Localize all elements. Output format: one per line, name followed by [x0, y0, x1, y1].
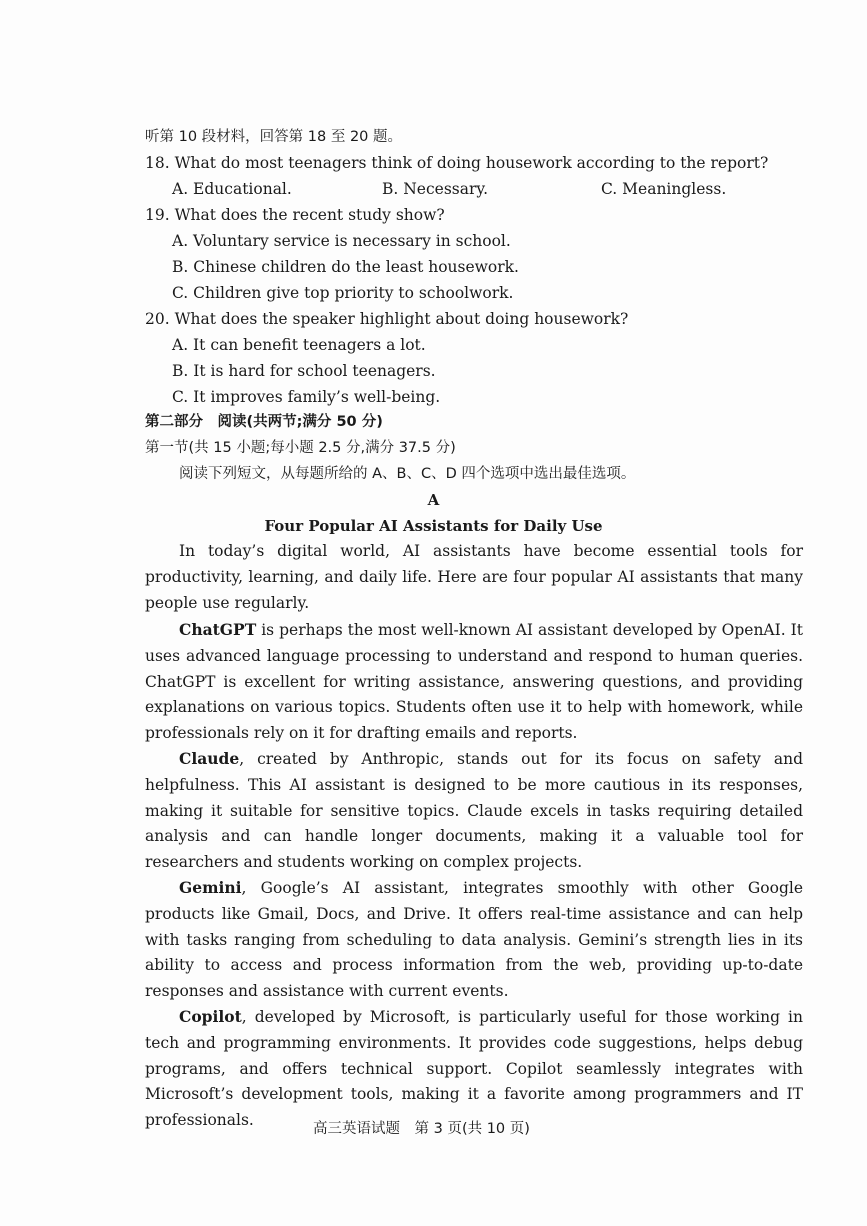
copilot-name: Copilot	[179, 1007, 242, 1026]
claude-name: Claude	[179, 749, 240, 768]
passage-label: A	[427, 491, 440, 509]
section-one-title: 第一节(共 15 小题;每小题 2.5 分,满分 37.5 分)	[145, 440, 456, 456]
page-footer: 高三英语试题 第 3 页(共 10 页)	[313, 1121, 530, 1137]
question-20-stem: 20. What does the speaker highlight about doing housework?	[145, 310, 629, 328]
question-18-option-b: B. Necessary.	[382, 180, 489, 198]
question-19-option-b: B. Chinese children do the least housework.	[172, 258, 519, 276]
copilot-paragraph	[145, 1004, 803, 1134]
passage-title: Four Popular AI Assistants for Daily Use	[264, 517, 603, 535]
gemini-name: Gemini	[179, 878, 242, 897]
chatgpt-paragraph	[145, 617, 803, 747]
part-two-title: 第二部分 阅读(共两节;满分 50 分)	[145, 414, 383, 430]
question-20-option-c: C. It improves family’s well-being.	[172, 388, 441, 406]
question-19-option-a: A. Voluntary service is necessary in school.	[172, 232, 511, 250]
question-18-option-a: A. Educational.	[172, 180, 292, 198]
passage-intro-paragraph: In today’s digital world, AI assistants have become essential tools for productivity, learning, and daily life. Here are four popular AI assistants that many people use regularly.	[145, 542, 803, 612]
question-20-option-a: A. It can benefit teenagers a lot.	[172, 336, 426, 354]
gemini-paragraph	[145, 875, 803, 1005]
claude-paragraph	[145, 746, 803, 876]
question-20-option-b: B. It is hard for school teenagers.	[172, 362, 436, 380]
copilot-text: , developed by Microsoft, is particularly useful for those working in tech and programming environments. It provides code suggestions, helps debug programs, and offers technical support. Copilot seamlessly integrates with Microsoft’s development tools, making it a favorite among programmers and IT professionals.	[145, 1008, 803, 1130]
reading-instruction: 阅读下列短文，从每题所给的 A、B、C、D 四个选项中选出最佳选项。	[179, 466, 636, 482]
question-19-stem: 19. What does the recent study show?	[145, 206, 445, 224]
listening-intro: 听第 10 段材料，回答第 18 至 20 题。	[145, 129, 403, 145]
chatgpt-text: is perhaps the most well-known AI assistant developed by OpenAI. It uses advanced language processing to understand and respond to human queries. ChatGPT is excellent for writing assistance, answering questions, and providing explanations on various topics. Students often use it to help with homework, while professionals rely on it for drafting emails and reports.	[145, 621, 803, 743]
claude-text: , created by Anthropic, stands out for its focus on safety and helpfulness. This AI assistant is designed to be more cautious in its responses, making it suitable for sensitive topics. Claude excels in tasks requiring detailed analysis and can handle longer documents, making it a valuable tool for researchers and students working on complex projects.	[145, 750, 803, 872]
question-18-stem: 18. What do most teenagers think of doing housework according to the report?	[145, 154, 769, 172]
question-19-option-c: C. Children give top priority to schoolwork.	[172, 284, 514, 302]
question-18-option-c: C. Meaningless.	[601, 180, 727, 198]
chatgpt-name: ChatGPT	[179, 620, 257, 639]
gemini-text: , Google’s AI assistant, integrates smoothly with other Google products like Gmail, Docs, and Drive. It offers real-time assistance and can help with tasks ranging from scheduling to data analysis. Gemini’s strength lies in its ability to access and process information from the web, providing up-to-date responses and assistance with current events.	[145, 879, 803, 1001]
